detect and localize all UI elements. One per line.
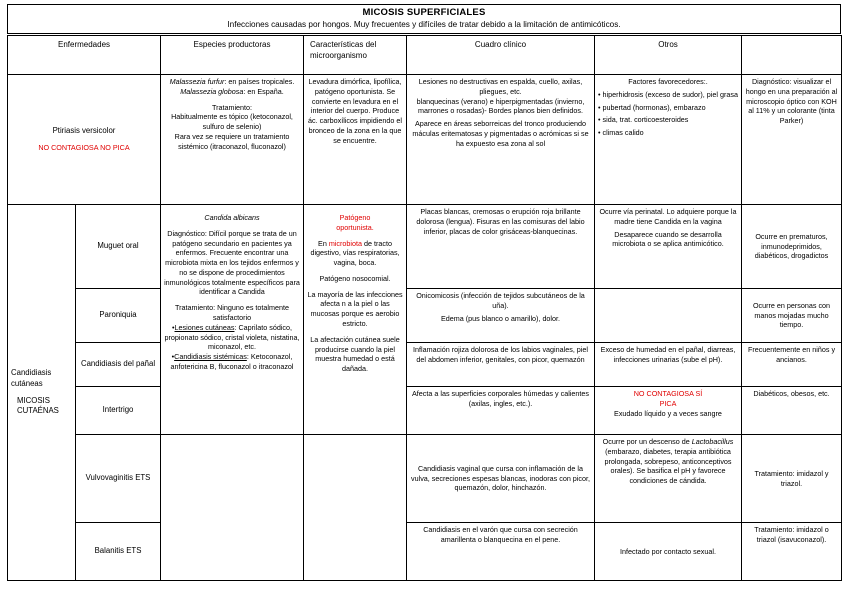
clinical-1: Lesiones no destructivas en espalda, cuello, axilas, pliegues, etc. [418,77,583,96]
mycosis-table [7,35,842,581]
char-1-red: microbiota [328,238,362,248]
species-1-rest: : en países tropicales. [224,77,295,86]
others-intertrigo-text: Exudado líquido y a veces sangre [614,408,722,418]
disease-vulvovaginitis: Vulvovaginitis ETS [76,435,161,523]
clinical-panal: Inflamación rojiza dolorosa de los labios vaginales, piel del abdomen inferior, genitales, con picor, quemazón [407,343,595,387]
treatment-1: Habitualmente es tópico (ketoconazol, sulfuro de selenio) [171,112,293,132]
topical-label: Lesiones cutáneas [174,322,235,332]
others-item: • sida, trat. corticoesteroides [598,115,689,125]
disease-intertrigo: Intertrigo [76,387,161,435]
clinical-pitiriasis [407,75,595,205]
clinical-paroniquia [407,289,595,343]
row-muguet [8,205,842,289]
treatment-title: Tratamiento: [211,102,253,112]
others-italic: Lactobacillus [691,437,734,446]
extra-muguet: Ocurre en prematuros, inmunodeprimidos, diabéticos, drogadictos [742,205,842,289]
others-panal: Exceso de humedad en el pañal, diarreas, infecciones urinarias (sube el pH). [595,343,742,387]
row-intertrigo [8,387,842,435]
header-row [8,36,842,75]
col-header-otros: Otros [595,36,742,75]
clinical-vulvovaginitis: Candidiasis vaginal que cursa con inflamación de la vulva, secreciones espesas blancas, inodoras con picor, quemazón, dolor, hinchazón. [407,435,595,523]
disease-pitiriasis [8,75,161,205]
col-header-especies: Especies productoras [161,36,304,75]
others-text: (embarazo, diabetes, terapia antibiótica prolongada, sobrepeso, anticonceptivos orales). Se basifica el pH y favorece condiciones de cándida. [604,446,732,486]
disease-balanitis: Balanitis ETS [76,523,161,581]
extra-balanitis: Tratamiento: imidazol o triazol (isavuconazol). [742,523,842,581]
page-subtitle: Infecciones causadas por hongos. Muy frecuentes y difíciles de tratar debido a la limitación de antimicóticos. [227,20,621,29]
col-header-caracteristicas: Características del microorganismo [304,36,407,75]
char-4: La afectación cutánea suele producirse cuando la piel muestra humedad o está dañada. [310,334,400,374]
clinical-paroniquia-1: Onicomicosis (infección de tejidos subcutáneos de la uña). [416,291,585,310]
others-red-tag: NO CONTAGIOSA SÍ PICA [633,389,703,408]
col-header-cuadro: Cuadro clínico [407,36,595,75]
clinical-balanitis: Candidiasis en el varón que cursa con secreción amarillenta o blanquecina en el pene. [407,523,595,581]
others-vulvovaginitis [595,435,742,523]
char-red: Patógeno oportunista. [336,213,374,232]
characteristics-candidiasis [304,205,407,435]
title-box [7,4,841,34]
diagnosis-pitiriasis: Diagnóstico: visualizar el hongo en una preparación al microscopio óptico con KOH al 11% y un colorante (tinta Parker) [742,75,842,205]
char-1-pre: En [318,238,329,248]
others-item: • pubertad (hormonas), embarazo [598,102,706,112]
systemic-label: Candidiasis sistémicas [174,352,247,362]
char-1-post: de tracto digestivo, vías respiratorias, vagina, boca. [310,238,400,268]
species-italic: Candida albicans [204,213,260,222]
col-header-extra [742,36,842,75]
others-title: Factores favorecedores:. [628,77,708,86]
clinical-paroniquia-2: Edema (pus blanco o amarillo), dolor. [440,313,561,323]
row-pitiriasis [8,75,842,205]
characteristics-pitiriasis: Levadura dimórfica, lipofílica, patógeno oportunista. Se convierte en levadura en el interior del cuerpo. Produce ác. carboxílicos impidiendo el bronceo de la zona en la que se encuentre. [304,75,407,205]
disease-panal: Candidiasis del pañal [76,343,161,387]
row-paroniquia [8,289,842,343]
others-item: • hiperhidrosis (exceso de sudor), piel grasa [598,89,738,99]
species-candidiasis: Candida albicans Diagnóstico: Difícil porque se trata de un patógeno secundario en pacientes ya enfermos. Frecuente encontrar una microbiota mixta en los tejidos enfermos y no se dispone de procedimientos inmunológicos totalmente específicos para identificar a Candida Tratamiento: Ninguno es totalmente satisfactorio •Lesiones cutáneas: Caprilato sódico, propionato sódico, cristal violeta, nistatina, miconazol, etc. •Candidiasis sistémicas: Ketoconazol, anfotericina B, fluconazol o itraconazol [161,205,304,435]
char-2: Patógeno nosocomial. [319,273,391,283]
clinical-2: blanquecinas (verano) e hiperpigmentadas (invierno, marrones o rosadas)- Bordes planos bien definidos. [416,96,585,116]
candida-treatment: Tratamiento: Ninguno es totalmente satisfactorio [175,303,289,323]
candida-diagnosis: Diagnóstico: Difícil porque se trata de un patógeno secundario en pacientes ya enfermos. Frecuente encontrar una microbiota mixta en los tejidos enfermos y no se dispone de procedimientos inmunológicos totalmente específicos para identificar a Candida [164,228,300,297]
others-pre: Ocurre por un descenso de [602,437,692,446]
pitiriasis-tag: NO CONTAGIOSA NO PICA [38,142,130,152]
char-3: La mayoría de las infecciones afecta n a la piel o las mucosas porque es aerobio estricto. [307,289,403,329]
others-muguet-1: Ocurre vía perinatal. Lo adquiere porque la madre tiene Candida en la vagina [599,207,737,226]
extra-intertrigo: Diabéticos, obesos, etc. [742,387,842,435]
clinical-intertrigo: Afecta a las superficies corporales húmedas y calientes (axilas, ingles, etc.). [407,387,595,435]
clinical-3: Aparece en áreas seborreicas del tronco produciendo máculas eritematosas y pigmentadas o acrómicas si se ha expuesto esa zona al sol [412,119,589,148]
row-balanitis [8,523,842,581]
disease-name: Ptiriasis versicolor [52,126,116,136]
disease-group-candidiasis [8,205,76,581]
topical-text: : Caprilato sódico, propionato sódico, cristal violeta, nistatina, miconazol, etc. [164,322,300,352]
others-muguet-2: Desaparece cuando se desarrolla microbiota o se aplica antimicótico. [612,229,724,249]
row-panal [8,343,842,387]
species-pitiriasis [161,75,304,205]
others-paroniquia [595,289,742,343]
treatment-2: Rara vez se requiere un tratamiento sistémico (itraconazol, fluconazol) [174,131,290,151]
species-2-italic: Malassezia globosa [180,86,244,96]
others-balanitis: Infectado por contacto sexual. [595,523,742,581]
others-muguet [595,205,742,289]
page-title: MICOSIS SUPERFICIALES [362,7,486,18]
disease-paroniquia: Paroniquia [76,289,161,343]
others-pitiriasis [595,75,742,205]
others-item: • climas calido [598,128,644,138]
group-name: Candidiasis cutáneas [11,368,52,388]
disease-muguet: Muguet oral [76,205,161,289]
species-empty [161,435,304,581]
extra-vulvovaginitis: Tratamiento: imidazol y triazol. [742,435,842,523]
group-sub: MICOSIS CUTAÉNAS [17,395,59,416]
row-vulvovaginitis [8,435,842,523]
species-1-italic: Malassezia furfur [169,77,225,86]
characteristics-empty [304,435,407,581]
extra-panal: Frecuentemente en niños y ancianos. [742,343,842,387]
species-2-rest: : en España. [243,86,284,96]
extra-paroniquia: Ocurre en personas con manos mojadas mucho tiempo. [742,289,842,343]
clinical-muguet: Placas blancas, cremosas o erupción roja brillante dolorosa (lengua). Fisuras en las comisuras del labio inferior, placas de color grisáceas-blanquecinas. [407,205,595,289]
others-intertrigo [595,387,742,435]
systemic-text: : Ketoconazol, anfotericina B, fluconazol o itraconazol [170,352,294,371]
col-header-enfermedades: Enfermedades [8,36,161,75]
